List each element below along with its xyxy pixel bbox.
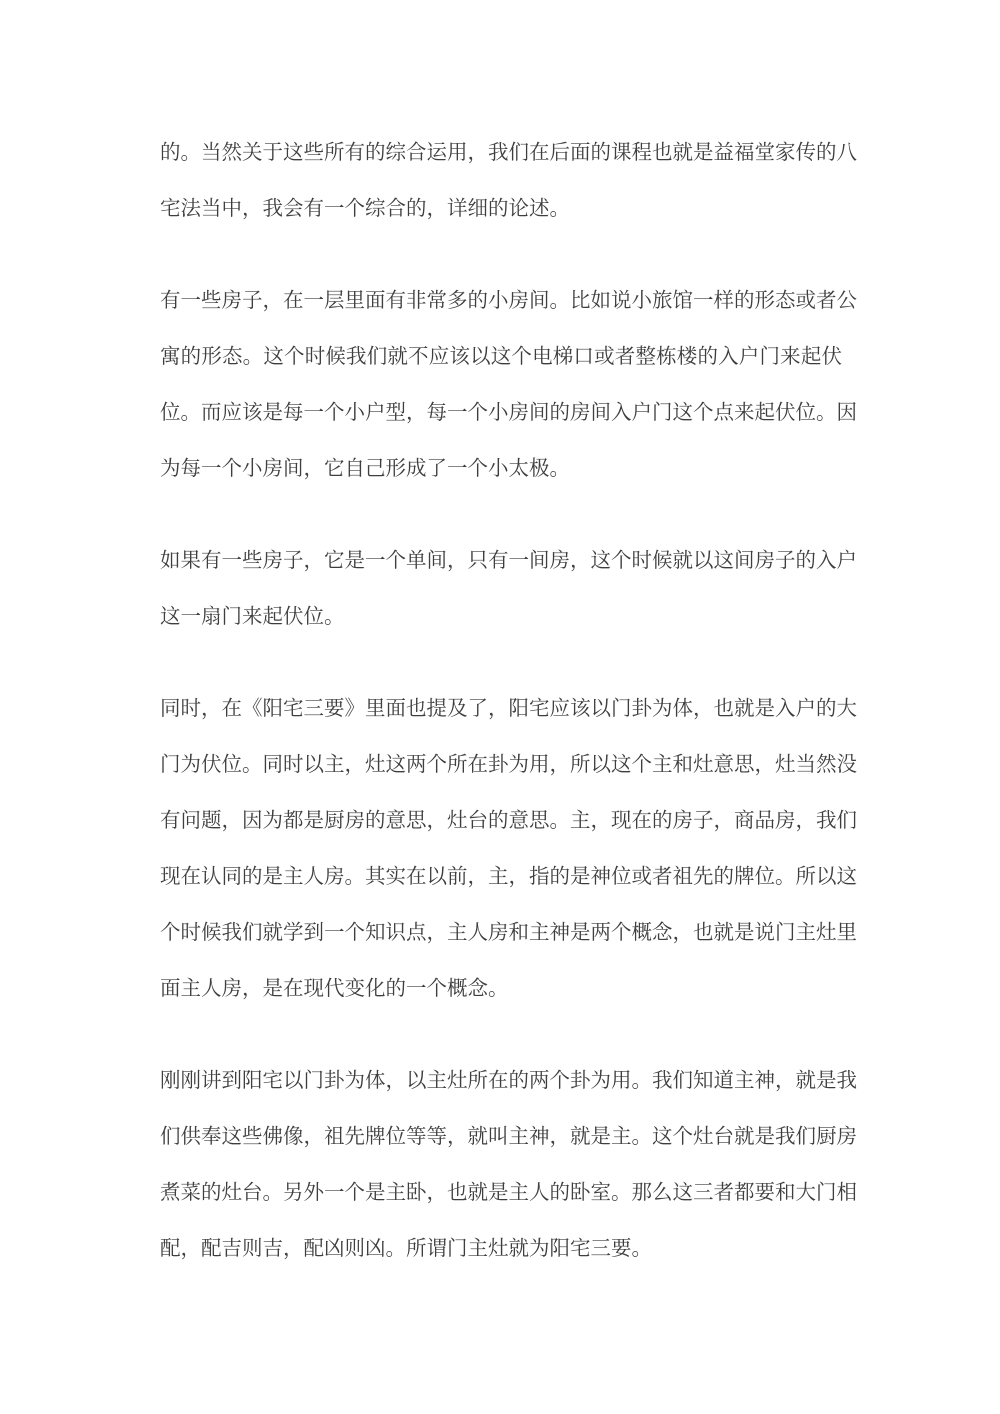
paragraph-3 [160,532,857,644]
text-line: 这一扇门来起伏位。 [160,604,345,628]
text-line: 宅法当中，我会有一个综合的，详细的论述。 [160,196,570,220]
text-line: 们供奉这些佛像，祖先牌位等等，就叫主神，就是主。这个灶台就是我们厨房 [160,1124,857,1148]
text-line: 同时，在《阳宅三要》里面也提及了，阳宅应该以门卦为体，也就是入户的大 [160,696,857,720]
text-line: 位。而应该是每一个小户型，每一个小房间的房间入户门这个点来起伏位。因 [160,400,857,424]
text-line: 寓的形态。这个时候我们就不应该以这个电梯口或者整栋楼的入户门来起伏 [160,344,842,368]
document-page [160,124,857,1312]
paragraph-2 [160,272,857,496]
text-line: 面主人房，是在现代变化的一个概念。 [160,976,509,1000]
paragraph-5 [160,1052,857,1276]
text-line: 个时候我们就学到一个知识点，主人房和主神是两个概念，也就是说门主灶里 [160,920,857,944]
text-line: 刚刚讲到阳宅以门卦为体，以主灶所在的两个卦为用。我们知道主神，就是我 [160,1068,857,1092]
paragraph-4 [160,680,857,1016]
text-line: 为每一个小房间，它自己形成了一个小太极。 [160,456,570,480]
text-line: 现在认同的是主人房。其实在以前，主，指的是神位或者祖先的牌位。所以这 [160,864,857,888]
text-line: 煮菜的灶台。另外一个是主卧，也就是主人的卧室。那么这三者都要和大门相 [160,1180,857,1204]
text-line: 有一些房子，在一层里面有非常多的小房间。比如说小旅馆一样的形态或者公 [160,288,857,312]
text-line: 有问题，因为都是厨房的意思，灶台的意思。主，现在的房子，商品房，我们 [160,808,857,832]
paragraph-1 [160,124,857,236]
text-line: 配，配吉则吉，配凶则凶。所谓门主灶就为阳宅三要。 [160,1236,652,1260]
text-line: 门为伏位。同时以主，灶这两个所在卦为用，所以这个主和灶意思，灶当然没 [160,752,857,776]
text-line: 如果有一些房子，它是一个单间，只有一间房，这个时候就以这间房子的入户 [160,548,857,572]
text-line: 的。当然关于这些所有的综合运用，我们在后面的课程也就是益福堂家传的八 [160,140,857,164]
